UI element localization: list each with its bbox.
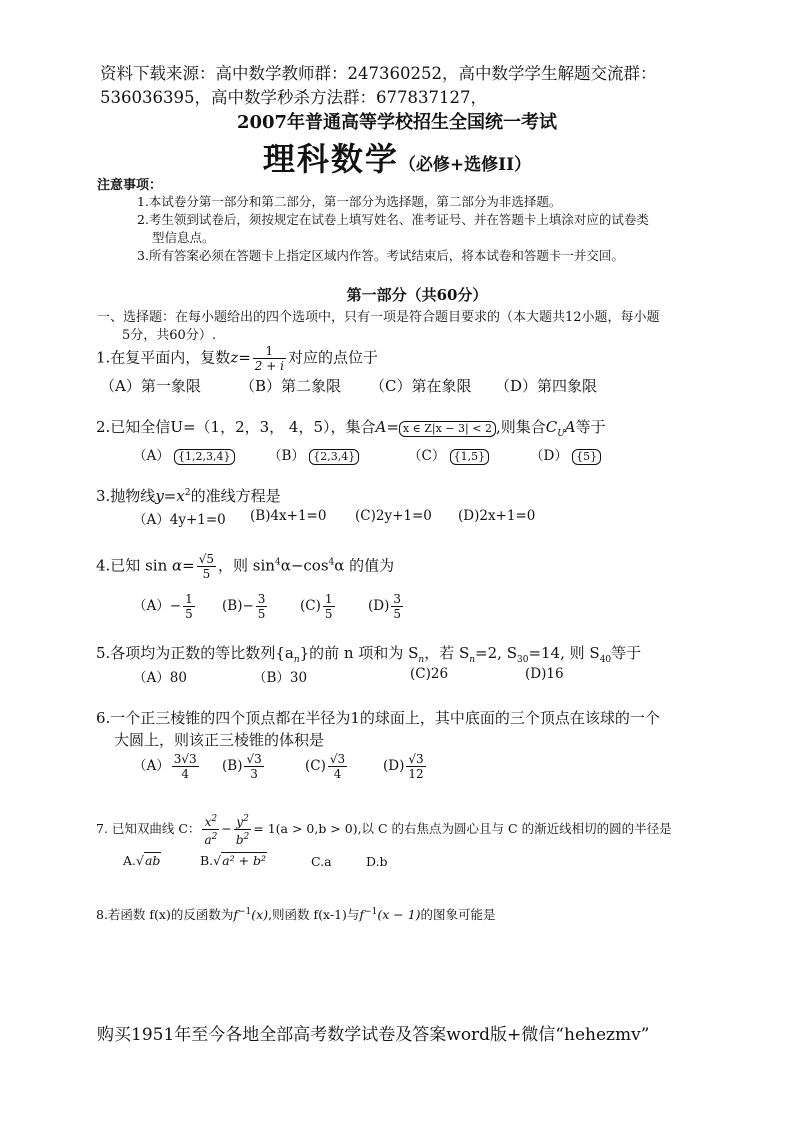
q1-option-a[interactable]: （A）第一象限	[100, 377, 201, 395]
q6-option-d[interactable]	[383, 752, 428, 781]
q6-opt-fraction	[328, 752, 347, 781]
note-item: 型信息点。	[152, 230, 215, 245]
notes-heading: 注意事项：	[97, 178, 163, 193]
q4-num: √5	[198, 552, 215, 566]
q2-opt-value: {2,3,4}	[309, 449, 359, 465]
q1-eq: =	[238, 348, 251, 367]
question-5-stem	[96, 642, 641, 665]
q8-arg-2: (x − 1)	[377, 907, 421, 922]
q7-option-b[interactable]: B.√a² + b²	[200, 853, 267, 868]
q2-c: C	[545, 418, 558, 436]
q3-exp: 2	[184, 488, 191, 498]
q8-exp: −1	[237, 906, 252, 917]
q5-sub: n	[469, 655, 476, 665]
q1-option-c[interactable]: （C）第在象限	[370, 377, 472, 395]
q8-text-b: ,则函数 f(x-1)与	[268, 907, 360, 922]
q4-text-c: α−cos	[280, 556, 329, 575]
question-6-line-1: 6.一个正三棱锥的四个顶点都在半径为1的球面上，其中底面的三个顶点在该球的一个	[96, 709, 660, 727]
note-item: 2.考生领到试卷后，须按规定在试卷上填写姓名、准考证号、并在答题卡上填涂对应的试卷类	[137, 212, 649, 227]
q4-opt-fraction	[323, 592, 335, 621]
q8-arg: (x)	[251, 907, 269, 922]
part-title: 第一部分（共60分）	[346, 286, 488, 304]
q7-frac-y-den: $b^2$	[235, 832, 250, 847]
q1-num: 1	[253, 344, 286, 359]
q7-option-c[interactable]: C.a	[311, 854, 332, 869]
q2-opt-label: （C）	[408, 448, 446, 464]
q2-opt-label: （B）	[268, 448, 305, 464]
q4-opt-den: 5	[393, 607, 401, 621]
q1-text-b: 对应的点位于	[287, 348, 378, 367]
q6-opt-den: 4	[181, 767, 190, 781]
q6-opt-num: √3	[329, 752, 346, 766]
q6-opt-label: (C)	[305, 758, 326, 774]
q5-text-d: =2, S	[475, 644, 517, 662]
q2-option-b[interactable]	[268, 444, 359, 465]
question-6-line-2: 大圆上，则该正三棱锥的体积是	[114, 731, 325, 749]
source-line-1: 资料下载来源：高中数学教师群：247360252，高中数学学生解题交流群：	[100, 64, 657, 83]
q2-u: U=（1，2，3， 4，5），集合	[170, 418, 376, 436]
q2-option-d[interactable]	[530, 444, 601, 465]
q4-den: 5	[202, 567, 211, 581]
q3-option-b[interactable]: (B)4x+1=0	[250, 508, 327, 524]
q5-sub: 40	[599, 655, 612, 665]
q4-option-d[interactable]	[368, 592, 405, 621]
note-item: 1.本试卷分第一部分和第二部分，第一部分为选择题，第二部分为非选择题。	[137, 194, 562, 209]
q5-option-d[interactable]: (D)16	[525, 666, 564, 682]
q6-option-c[interactable]	[305, 752, 349, 781]
q3-option-c[interactable]: (C)2y+1=0	[355, 508, 432, 524]
q2-a-var: A=	[375, 418, 399, 436]
q4-option-c[interactable]	[300, 592, 337, 621]
q5-option-c[interactable]: (C)26	[410, 666, 449, 682]
q2-option-a[interactable]	[133, 444, 235, 465]
q7-y: y	[236, 815, 244, 829]
q6-opt-fraction	[244, 752, 263, 781]
q4-eq: =	[182, 556, 195, 575]
question-1-stem	[96, 344, 378, 373]
q3-option-d[interactable]: (D)2x+1=0	[458, 508, 536, 524]
q5-text-e: =14, 则 S	[528, 644, 600, 662]
q6-option-a[interactable]	[133, 752, 201, 781]
q4-alpha: α	[172, 556, 183, 575]
q2-opt-value: {1,2,3,4}	[174, 449, 234, 465]
q4-opt-fraction	[391, 592, 403, 621]
q6-opt-den: 12	[408, 767, 424, 781]
q2-set: x ∈ Z|x − 3| < 2	[399, 421, 496, 437]
q1-fraction	[253, 344, 286, 373]
q7-minus: −	[221, 821, 232, 836]
q7-a: a	[204, 833, 212, 847]
q7-text-b: = 1(a > 0,b > 0),以 C 的右焦点为圆心且与 C 的渐近线相切的圆的半径是	[253, 821, 672, 836]
q7-opt-label: A.	[123, 853, 137, 868]
q2-text-c: 等于	[575, 418, 606, 436]
q6-opt-label: (B)	[222, 758, 243, 774]
q7-opt-value: a² + b²	[222, 853, 267, 868]
q3-text-b: 的准线方程是	[190, 487, 281, 505]
q7-x: x	[204, 815, 212, 829]
q7-frac-y-num: $y^2$	[234, 812, 251, 830]
q7-opt-value: ab	[144, 853, 161, 868]
q4-option-b[interactable]	[222, 592, 269, 621]
q6-opt-num: 3√3	[173, 752, 197, 766]
q1-var: z	[230, 348, 239, 367]
q7-b: b	[235, 833, 244, 847]
note-item: 3.所有答案必须在答题卡上指定区域内作答。考试结束后，将本试卷和答题卡一并交回。	[137, 248, 624, 263]
q6-opt-label: （A）	[133, 758, 170, 774]
q3-text: 3.抛物线	[96, 487, 156, 505]
q3-option-a[interactable]: （A）4y+1=0	[133, 512, 226, 528]
q2-opt-value: {1,5}	[450, 449, 490, 465]
q7-frac-y	[234, 812, 251, 847]
question-4-stem	[96, 552, 394, 581]
q5-option-a[interactable]: （A）80	[133, 670, 187, 686]
q4-opt-label: （A）	[133, 598, 170, 614]
q6-opt-num: √3	[246, 752, 262, 766]
q5-text-c: ，若 S	[424, 644, 470, 662]
q7-option-d[interactable]: D.b	[366, 854, 388, 869]
exam-title: 2007年普通高等学校招生全国统一考试	[236, 112, 558, 133]
q4-opt-den: 5	[324, 607, 333, 621]
q2-option-c[interactable]	[408, 444, 489, 465]
q4-opt-label: (D)	[368, 598, 390, 614]
q7-frac-x-den: $a^2$	[204, 832, 218, 847]
q4-opt-num: 3	[257, 592, 266, 606]
q7-frac-x	[202, 812, 219, 847]
source-line-2: 536036395，高中数学秒杀方法群：677837127，	[100, 88, 487, 107]
q7-opt-label: B.	[200, 853, 214, 868]
q6-opt-den: 3	[250, 767, 258, 781]
q8-text: 8.若函数 f(x)的反函数为	[96, 907, 234, 922]
q4-opt-label: (C)	[300, 598, 321, 614]
q5-sub: 30	[516, 655, 529, 665]
q8-exp-2: −1	[364, 906, 378, 917]
q5-text-b: }的前 n 项和为 S	[299, 644, 419, 662]
q2-opt-value: {5}	[572, 449, 601, 465]
q1-option-b[interactable]: （B）第二象限	[240, 377, 342, 395]
q4-opt-label: (B)	[222, 598, 243, 614]
q4-exp: 4	[274, 557, 281, 568]
q4-opt-num: 1	[185, 592, 193, 606]
footer-ad: 购买1951年至今各地全部高考数学试卷及答案word版+微信“hehezmv”	[97, 1025, 650, 1045]
q6-opt-fraction	[172, 752, 199, 781]
q2-text-b: ,则集合	[495, 418, 546, 436]
q4-opt-num: 1	[324, 592, 333, 606]
q2-opt-label: （A）	[133, 448, 170, 464]
q4-option-a[interactable]	[133, 592, 197, 621]
q4-opt-den: 5	[185, 607, 193, 621]
question-8-stem	[96, 905, 496, 923]
q4-opt-sign: −	[242, 598, 254, 614]
q2-text: 2.已知全信	[96, 418, 171, 436]
q4-text: 4.已知 sin	[96, 556, 168, 575]
q4-opt-den: 5	[257, 607, 266, 621]
q4-text-b: ，则 sin	[218, 556, 275, 575]
q6-opt-fraction	[406, 752, 425, 781]
q6-opt-den: 4	[333, 767, 342, 781]
q4-opt-num: 3	[393, 592, 401, 606]
q5-text-f: 等于	[611, 644, 642, 662]
question-7-stem	[96, 812, 672, 847]
q7-text: 7. 已知双曲线 C：	[96, 821, 201, 836]
q7-option-a[interactable]: A.√ab	[123, 853, 161, 868]
section-desc: 5分，共60分）.	[122, 328, 216, 343]
q8-text-c: 的图象可能是	[420, 907, 496, 922]
question-3-stem	[96, 485, 281, 506]
q8-f: f	[233, 907, 238, 922]
q3-expr: y=x	[155, 487, 185, 505]
q5-sub: n	[418, 655, 425, 665]
q2-opt-label: （D）	[530, 448, 568, 464]
q6-opt-label: (D)	[383, 758, 405, 774]
subject-main: 理科数学	[262, 140, 399, 178]
q4-text-d: α 的值为	[334, 556, 395, 575]
q4-opt-sign: −	[169, 598, 182, 614]
q5-sub: n	[293, 655, 300, 665]
q8-f-2: f	[359, 907, 365, 922]
q5-text: 5.各项均为正数的等比数列{a	[96, 644, 294, 662]
q5-option-b[interactable]: （B）30	[253, 670, 308, 686]
q4-exp-2: 4	[328, 557, 335, 568]
q1-text: 1.在复平面内，复数	[96, 348, 231, 367]
q6-option-b[interactable]	[222, 752, 266, 781]
section-desc: 一、选择题：在每小题给出的四个选项中，只有一项是符合题目要求的（本大题共12小题，每小题	[97, 310, 660, 325]
q6-opt-num: √3	[408, 752, 424, 766]
subject-sub: （必修+选修II）	[398, 155, 532, 175]
q4-opt-fraction	[256, 592, 268, 621]
q2-c-sub: U	[557, 429, 565, 439]
q7-frac-x-num: $x^2$	[202, 812, 219, 830]
q4-opt-fraction	[183, 592, 195, 621]
q4-fraction	[197, 552, 216, 581]
q1-option-d[interactable]: （D）第四象限	[495, 377, 598, 395]
q1-den: 2 + i	[254, 359, 284, 373]
question-2-stem	[96, 416, 606, 439]
q2-c-var: A	[564, 418, 576, 436]
